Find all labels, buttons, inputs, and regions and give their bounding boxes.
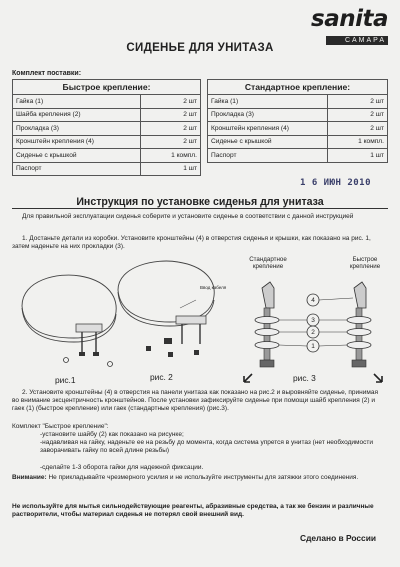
kit-fast-line-2: -надавливая на гайку, наденьте ее на резьбу до момента, когда система упрется в унитаз (нет необходимости заворачивать гайку по всей длине резьбы) [40,439,373,455]
fig3-illustration [236,270,396,390]
qty-cell: 2 шт [328,95,388,109]
table-row [208,135,388,149]
item-cell: Гайка (1) [208,95,328,109]
qty-cell: 1 компл. [328,135,388,149]
fast-mount-header: Быстрое крепление: [13,80,201,95]
qty-cell: 2 шт [141,108,201,122]
fast-mount-label: Быстрое крепление [349,256,381,270]
qty-cell: 2 шт [328,122,388,136]
page-title: СИДЕНЬЕ ДЛЯ УНИТАЗА [126,42,274,54]
item-cell: Шайба крепления (2) [13,108,141,122]
table-row [13,135,201,149]
qty-cell: 1 компл. [141,149,201,163]
item-cell: Прокладка (3) [208,108,328,122]
instruction-title: Инструкция по установке сиденья для унитаза [76,196,324,208]
table-row [13,162,201,176]
fig2-illustration [112,256,222,366]
table-row [13,149,201,163]
item-cell: Кронштейн крепления (4) [208,122,328,136]
fig3-num-4: 4 [311,297,315,304]
fig3-num-2: 2 [311,329,315,336]
standard-mount-label: Стандартное крепление [249,256,287,270]
fig3-num-1: 1 [311,343,315,350]
step2-text: 2. Установите кронштейны (4) в отверстия на панели унитаза как показано на рис.2 и выровняйте сиденье, принимая во внимание эксцентричность кронштейнов. После установки зафиксируйте сиденье при помощи шайб крепления (2) и гаек (1) (быстрое крепление) или гаек (стандартные крепления) (рис.3). [12,389,378,413]
item-cell: Сиденье с крышкой [13,149,141,163]
qty-cell: 2 шт [141,135,201,149]
kit-fast-line-1: -установите шайбу (2) как показано на рисунке; [40,431,184,438]
fig3-caption: рис. 3 [293,373,316,383]
item-cell: Сиденье с крышкой [208,135,328,149]
intro-text: Для правильной эксплуатации сиденья соберите и установите сиденье в соответствии с данной инструкцией [22,213,354,220]
attention-label: Внимание: [12,474,47,481]
item-cell: Прокладка (3) [13,122,141,136]
table-row [208,95,388,109]
item-cell: Паспорт [13,162,141,176]
fig1-caption: рис.1 [55,375,76,385]
kit-fast-heading: Комплект "Быстрое крепление": [12,423,109,430]
qty-cell: 2 шт [141,122,201,136]
attention-block [12,474,384,482]
fast-mount-table [12,79,201,176]
qty-cell: 2 шт [328,108,388,122]
item-cell: Кронштейн крепления (4) [13,135,141,149]
brand-city: САМАРА [345,37,386,44]
table-row [208,108,388,122]
table-row [208,122,388,136]
brand-name: sanita [311,6,388,32]
care-warning: Не используйте для мытья сильнодействующие реагенты, абразивные средства, а так же бензин и различные растворители, чтобы материал сиденья не потерял свой внешний вид. [12,503,374,519]
item-cell: Паспорт [208,149,328,163]
date-stamp: 1 6 ИЮН 2010 [300,178,372,188]
attention-text: Не прикладывайте чрезмерного усилия и не используйте инструменты для затяжки этого соединения. [48,474,359,481]
qty-cell: 2 шт [141,95,201,109]
table-row [13,95,201,109]
table-row [13,108,201,122]
fig3-num-3: 3 [311,317,315,324]
standard-mount-header: Стандартное крепление: [208,80,388,95]
figures [0,250,400,390]
title-rule [12,208,388,209]
fig2-caption: рис. 2 [150,372,173,382]
qty-cell: 1 шт [141,162,201,176]
table-row [13,122,201,136]
item-cell: Гайка (1) [13,95,141,109]
kit-label: Комплект поставки: [12,70,82,77]
step1-text: 1. Достаньте детали из коробки. Установите кронштейны (4) в отверстия сиденья и крышки, как показано на рис. 1, затем наденьте на них прокладки (3). [12,235,371,251]
table-row [208,149,388,163]
standard-mount-table [207,79,388,163]
qty-cell: 1 шт [328,149,388,163]
made-in: Сделано в России [300,533,376,543]
kit-fast-line-3: -сделайте 1-3 оборота гайки для надежной фиксации. [40,464,204,471]
fig2-note: Ввод кабеля [200,285,227,290]
